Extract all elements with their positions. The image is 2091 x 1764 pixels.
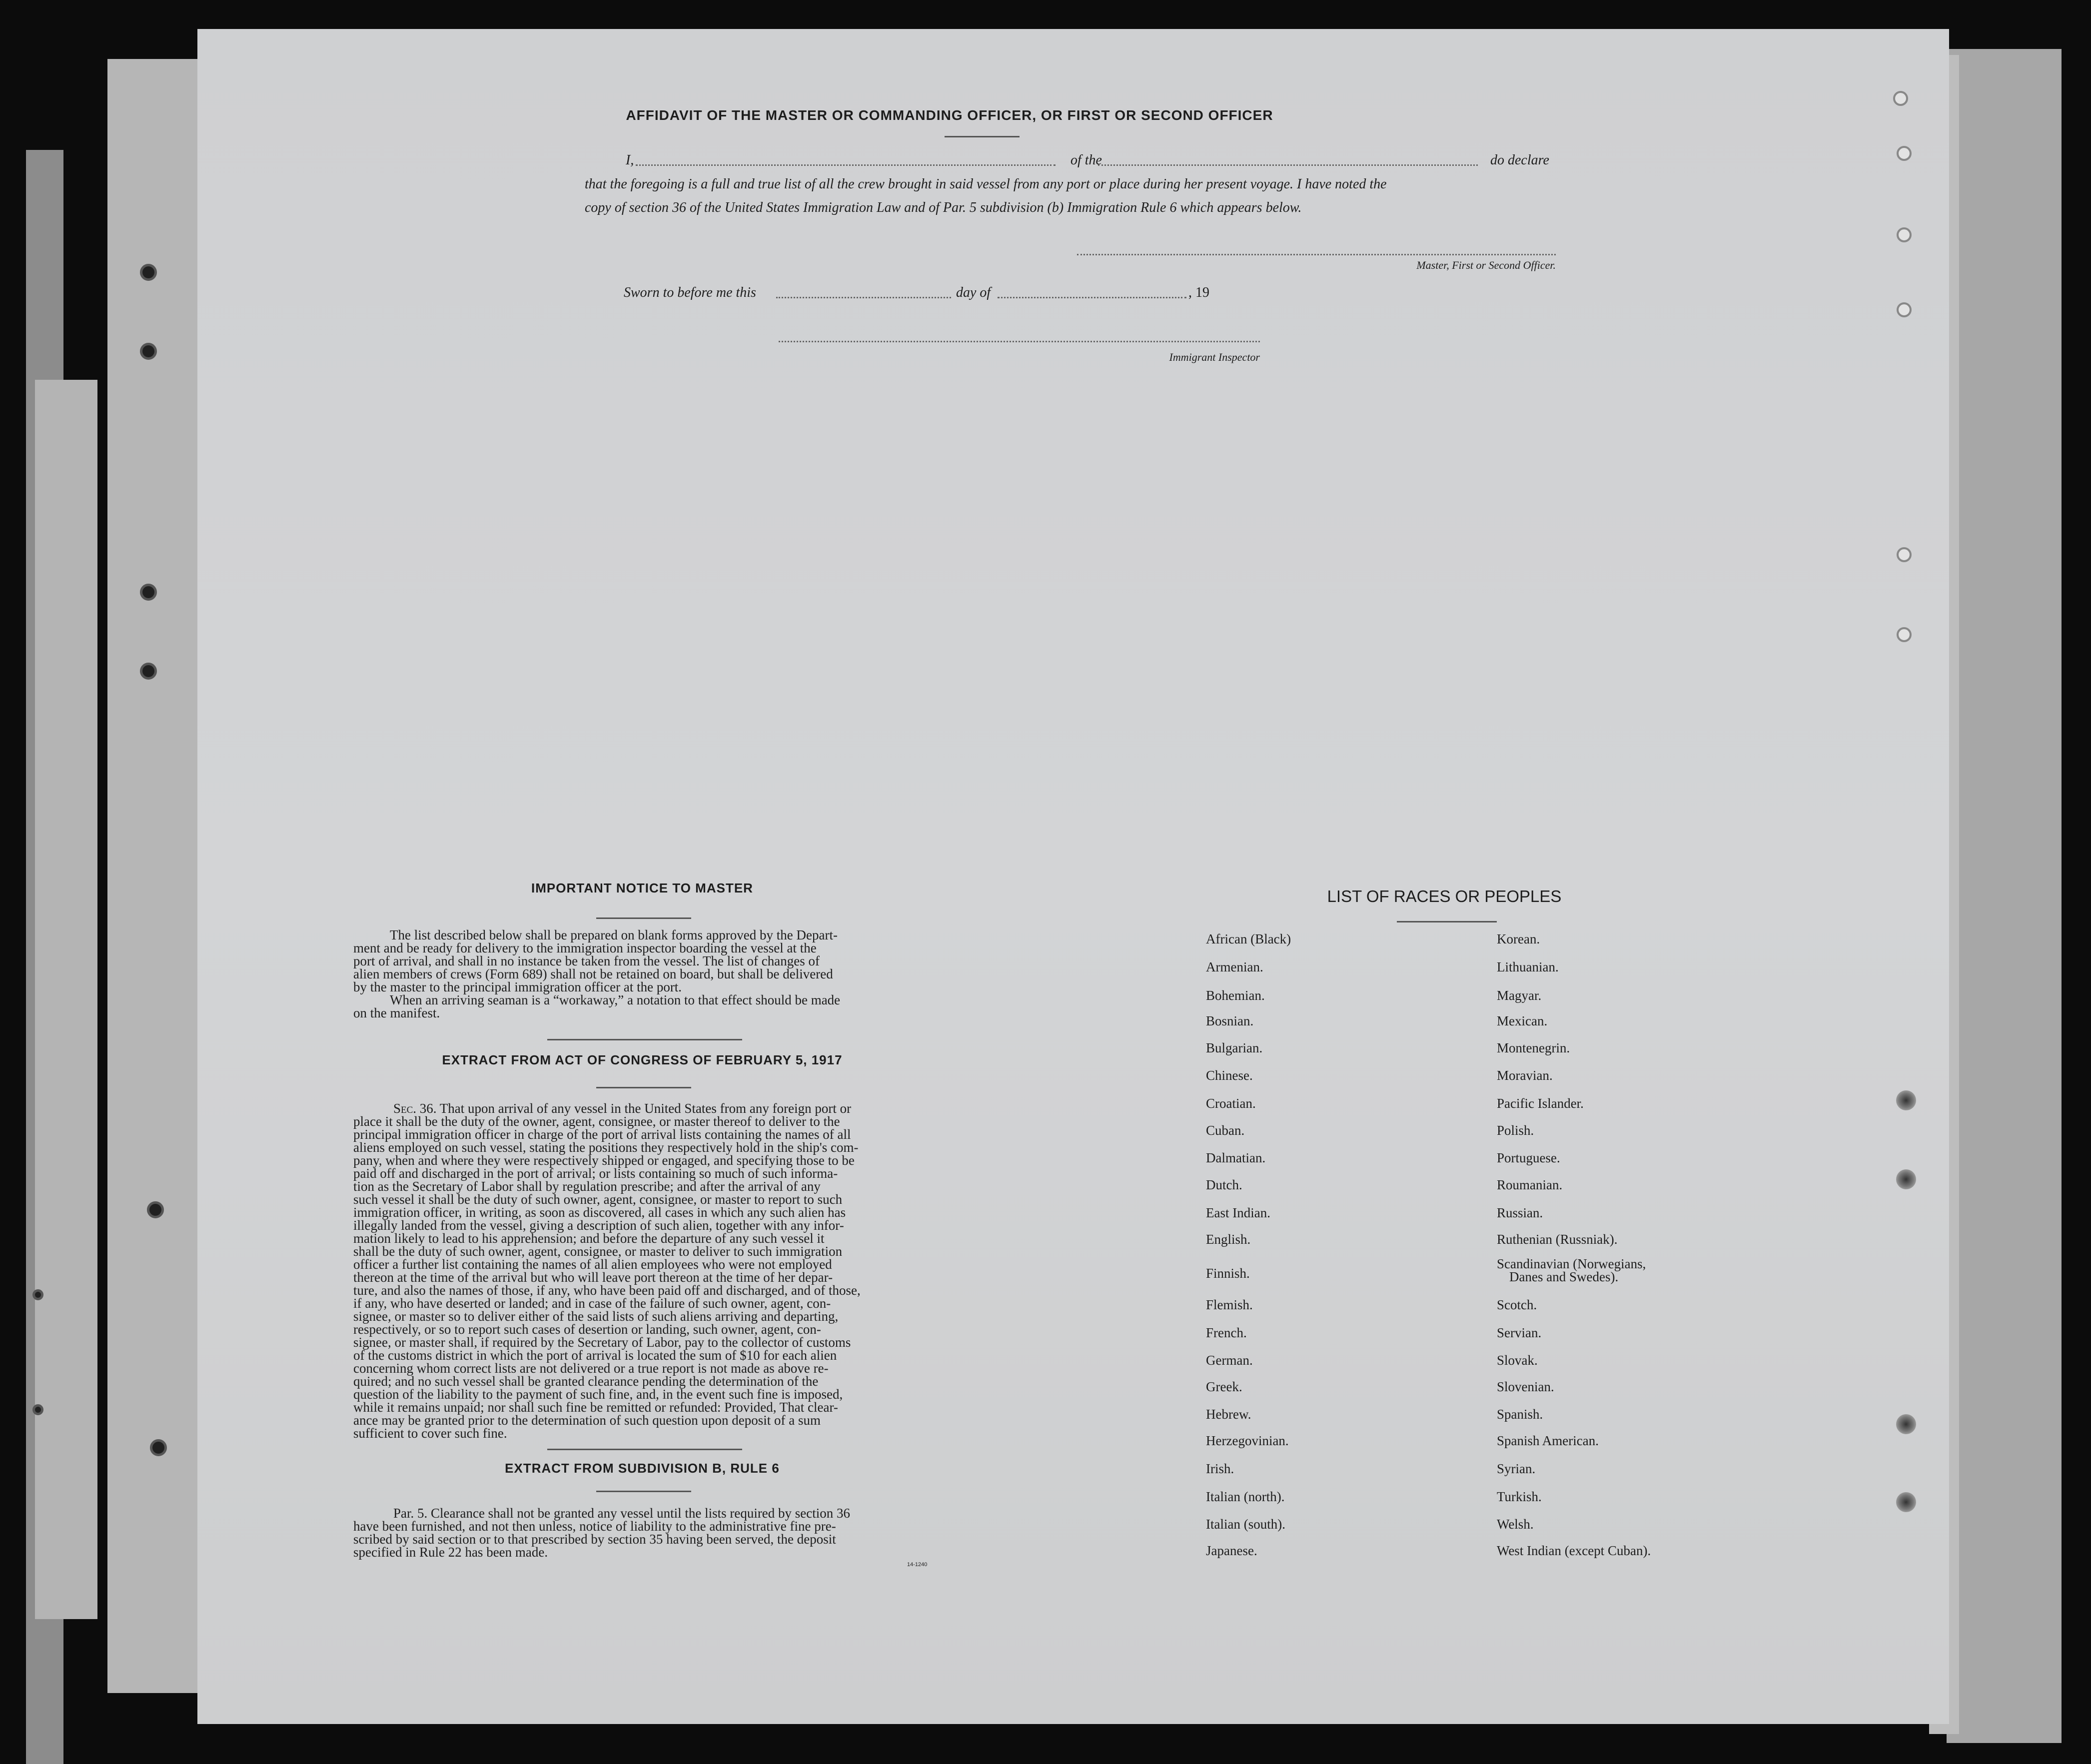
binder-hole-icon <box>1897 627 1912 642</box>
extract-act-first-line <box>353 1102 938 1115</box>
binder-hole-icon <box>1896 1414 1916 1434</box>
name-blank[interactable] <box>636 164 1055 166</box>
race-item: Magyar. <box>1497 988 1542 1003</box>
binder-hole-icon <box>1893 91 1908 106</box>
extract-act-line: quired; and no such vessel shall be granted clearance pending the determination of the <box>353 1374 819 1389</box>
race-item: Scandinavian (Norwegians, <box>1497 1256 1646 1271</box>
race-item: Slovenian. <box>1497 1379 1554 1394</box>
day-of-text: day of <box>956 285 991 300</box>
race-item: Roumanian. <box>1497 1177 1563 1192</box>
extract-act-line: tion as the Secretary of Labor shall by regulation prescribe; and after the arrival of any <box>353 1179 821 1194</box>
notice-line: by the master to the principal immigration officer at the port. <box>353 979 682 994</box>
binder-hole-icon <box>1896 1169 1916 1189</box>
binder-hole-icon <box>150 1439 167 1456</box>
year-text: , 19 <box>1188 285 1209 300</box>
race-item: Polish. <box>1497 1123 1534 1138</box>
race-item: Pacific Islander. <box>1497 1096 1584 1111</box>
extract-act-line: officer a further list containing the names of all alien employees who were not employed <box>353 1257 832 1272</box>
race-item: Bosnian. <box>1206 1013 1254 1028</box>
race-item: German. <box>1206 1353 1253 1368</box>
notice-title: IMPORTANT NOTICE TO MASTER <box>531 881 753 895</box>
notice-title-rule <box>596 917 691 919</box>
race-item: Portuguese. <box>1497 1150 1560 1165</box>
race-item: Turkish. <box>1497 1489 1542 1504</box>
extract-act-line: of the customs district in which the port of arrival is located the sum of $10 for each alien <box>353 1348 837 1363</box>
race-item: Mexican. <box>1497 1013 1548 1028</box>
binder-hole-icon <box>1897 227 1912 242</box>
race-item: Flemish. <box>1206 1297 1253 1312</box>
race-item: Hebrew. <box>1206 1407 1251 1422</box>
race-item: Bohemian. <box>1206 988 1265 1003</box>
extract-act-line: principal immigration officer in charge of the port of arrival lists containing the names of all <box>353 1127 851 1142</box>
extract-rule-title: EXTRACT FROM SUBDIVISION B, RULE 6 <box>505 1461 780 1476</box>
race-item: Korean. <box>1497 931 1540 946</box>
binder-hole-icon <box>140 343 157 360</box>
race-item: Russian. <box>1497 1205 1543 1220</box>
binder-hole-icon <box>140 663 157 680</box>
notice-line: ment and be ready for delivery to the immigration inspector boarding the vessel at the <box>353 940 817 955</box>
extract-act-line: question of the liability to the payment of such fine, and, in the event such fine is imposed, <box>353 1387 843 1402</box>
binder-hole-icon <box>1897 146 1912 161</box>
extract-act-line: illegally landed from the vessel, giving a description of such alien, together with any infor- <box>353 1218 844 1233</box>
race-item: Spanish American. <box>1497 1433 1599 1448</box>
inspector-signature-blank[interactable] <box>779 341 1260 342</box>
extract-act-line: aliens employed on such vessel, stating the positions they respectively hold in the ship's com- <box>353 1140 859 1155</box>
race-item: French. <box>1206 1325 1247 1340</box>
extract-act-line: while it remains unpaid; nor shall such fine be remitted or refunded: Provided, That clear- <box>353 1400 838 1415</box>
extract-act-body <box>353 1102 938 1440</box>
extract-act-line: shall be the duty of such owner, agent, consignee, or master to deliver to such immigration <box>353 1244 843 1259</box>
races-right-column <box>1497 0 1797 1599</box>
affidavit-of-the: of the <box>1070 152 1102 168</box>
extract-rule-title-rule <box>596 1491 691 1492</box>
extract-act-line: immigration officer, in writing, as soon as discovered, all cases in which any such alien has <box>353 1205 846 1220</box>
sworn-day-blank[interactable] <box>776 297 951 298</box>
extract-act-line: signee, or master so to deliver either of the said lists of such aliens arriving and departing, <box>353 1309 839 1324</box>
race-item: Greek. <box>1206 1379 1242 1394</box>
notice-line: The list described below shall be prepared on blank forms approved by the Depart- <box>390 927 838 942</box>
section-divider <box>547 1449 742 1450</box>
extract-act-line: That upon arrival of any vessel in the United States from any foreign port or <box>439 1101 852 1116</box>
race-item: Slovak. <box>1497 1353 1538 1368</box>
race-item: Bulgarian. <box>1206 1040 1263 1055</box>
race-item: Italian (north). <box>1206 1489 1285 1504</box>
extract-act-line: place it shall be the duty of the owner, agent, consignee, or master thereof to deliver to the <box>353 1114 840 1129</box>
race-item: Irish. <box>1206 1461 1234 1476</box>
races-title: LIST OF RACES OR PEOPLES <box>1327 887 1562 905</box>
race-item: Scotch. <box>1497 1297 1537 1312</box>
extract-rule-body <box>353 1507 938 1559</box>
affidavit-declare: do declare <box>1490 152 1549 168</box>
binder-hole-icon <box>1897 547 1912 562</box>
binder-hole-icon <box>140 264 157 281</box>
extract-act-line: if any, who have deserted or landed; and in case of the failure of such owner, agent, con- <box>353 1296 831 1311</box>
race-item: Moravian. <box>1497 1068 1553 1083</box>
affidavit-i: I, <box>626 152 634 168</box>
form-number: 14-1240 <box>907 1562 928 1568</box>
binder-hole-icon <box>147 1201 164 1218</box>
races-left-column <box>1206 0 1456 1599</box>
notice-line: alien members of crews (Form 689) shall not be retained on board, but shall be delivered <box>353 966 833 981</box>
extract-rule-line: specified in Rule 22 has been made. <box>353 1545 548 1560</box>
extract-act-line: concerning whom correct lists are not delivered or a true report is not made as above re- <box>353 1361 829 1376</box>
notice-line: on the manifest. <box>353 1005 440 1020</box>
extract-rule-line: have been furnished, and not then unless, notice of liability to the administrative fine pre- <box>353 1519 836 1534</box>
sec-label: Sec. 36. <box>393 1101 437 1116</box>
extract-act-line: mation likely to lead to his apprehension; and before the departure of any such vessel it <box>353 1231 825 1246</box>
race-item: Cuban. <box>1206 1123 1245 1138</box>
race-item: Servian. <box>1497 1325 1542 1340</box>
race-item: Chinese. <box>1206 1068 1253 1083</box>
sworn-text: Sworn to before me this <box>624 285 756 300</box>
back-sheet-right <box>1947 49 2062 1743</box>
sworn-line <box>624 285 1223 303</box>
race-item: Herzegovinian. <box>1206 1433 1289 1448</box>
notice-line: When an arriving seaman is a “workaway,” a notation to that effect should be made <box>390 992 841 1007</box>
extract-rule-line: scribed by said section or to that prescribed by section 35 having been served, the deposit <box>353 1532 836 1547</box>
section-divider <box>547 1039 742 1040</box>
left-paper-strip <box>35 380 97 1619</box>
extract-act-line: sufficient to cover such fine. <box>353 1426 507 1441</box>
extract-act-line: pany, when and where they were respectively shipped or engaged, and specifying those to be <box>353 1153 855 1168</box>
race-item: Syrian. <box>1497 1461 1536 1476</box>
notice-line: port of arrival, and shall in no instance be taken from the vessel. The list of changes of <box>353 953 820 968</box>
master-caption: Master, First or Second Officer. <box>1416 259 1556 271</box>
race-item: Montenegrin. <box>1497 1040 1570 1055</box>
binder-hole-icon <box>32 1404 43 1415</box>
race-item: Spanish. <box>1497 1407 1543 1422</box>
extract-act-line: paid off and discharged in the port of arrival; or lists containing so much of such informa- <box>353 1166 838 1181</box>
extract-act-title: EXTRACT FROM ACT OF CONGRESS OF FEBRUARY 5, 1917 <box>442 1052 843 1067</box>
race-item: West Indian (except Cuban). <box>1497 1543 1651 1558</box>
race-item: Ruthenian (Russniak). <box>1497 1232 1618 1247</box>
notice-body <box>353 928 938 1019</box>
race-item: Finnish. <box>1206 1266 1250 1281</box>
binder-hole-icon <box>1897 302 1912 317</box>
race-item: Croatian. <box>1206 1096 1256 1111</box>
race-item: Armenian. <box>1206 959 1263 974</box>
race-item: Danes and Swedes). <box>1509 1269 1619 1284</box>
binder-hole-icon <box>1896 1492 1916 1512</box>
race-item: Italian (south). <box>1206 1517 1285 1532</box>
race-item: Lithuanian. <box>1497 959 1559 974</box>
extract-act-line: respectively, or so to report such cases of desertion or landing, such owner, agent, con- <box>353 1322 821 1337</box>
race-item: East Indian. <box>1206 1205 1270 1220</box>
inspector-caption: Immigrant Inspector <box>1169 351 1260 363</box>
extract-act-line: ance may be granted prior to the determination of such question upon deposit of a sum <box>353 1413 821 1428</box>
race-item: African (Black) <box>1206 931 1291 946</box>
affidavit-line2: that the foregoing is a full and true list of all the crew brought in said vessel from any port or place during her present voyage. I have noted the <box>585 176 1387 192</box>
extract-act-line: such vessel it shall be the duty of such owner, agent, consignee, or master to report to such <box>353 1192 843 1207</box>
extract-act-title-rule <box>596 1087 691 1088</box>
extract-rule-line: Par. 5. Clearance shall not be granted any vessel until the lists required by section 36 <box>393 1506 851 1521</box>
extract-act-line: ture, and also the names of those, if any, who have been paid off and discharged, and of those, <box>353 1283 861 1298</box>
affidavit-line3: copy of section 36 of the United States Immigration Law and of Par. 5 subdivision (b) Immigration Rule 6 which appears below. <box>585 200 1302 215</box>
race-item: Dalmatian. <box>1206 1150 1266 1165</box>
extract-act-line: thereon at the time of the arrival but who will leave port thereon at the time of her depar- <box>353 1270 833 1285</box>
binder-hole-icon <box>1896 1090 1916 1110</box>
sworn-month-blank[interactable] <box>998 297 1186 298</box>
race-item: Welsh. <box>1497 1517 1534 1532</box>
race-item: English. <box>1206 1232 1251 1247</box>
binder-hole-icon <box>32 1289 43 1300</box>
race-item: Japanese. <box>1206 1543 1257 1558</box>
race-item: Dutch. <box>1206 1177 1242 1192</box>
affidavit-title: AFFIDAVIT OF THE MASTER OR COMMANDING OFFICER, OR FIRST OR SECOND OFFICER <box>626 107 1273 123</box>
affidavit-title-rule <box>945 136 1020 137</box>
extract-act-line: signee, or master shall, if required by the Secretary of Labor, pay to the collector of customs <box>353 1335 851 1350</box>
binder-hole-icon <box>140 584 157 601</box>
